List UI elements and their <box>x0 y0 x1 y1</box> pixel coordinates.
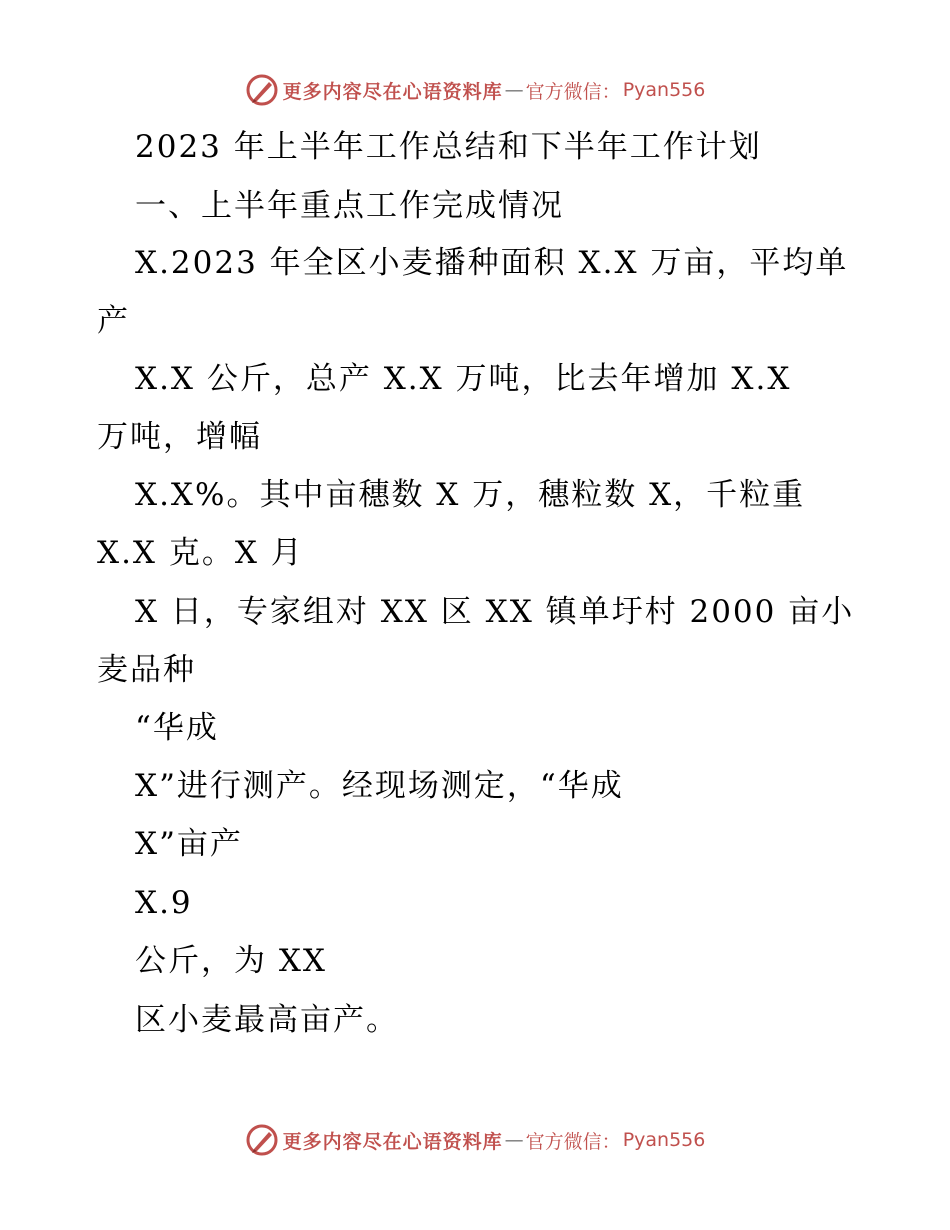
paragraph-line: 公斤，为 XX <box>135 943 327 979</box>
watermark-id-text: Pyan556 <box>622 1129 706 1151</box>
watermark-brand-text: 官方微信： <box>525 80 621 103</box>
watermark-brand-text: 官方微信： <box>525 1130 621 1153</box>
watermark-main-text: 更多内容尽在心语资料库 <box>282 80 503 103</box>
paragraph-line: X.X 克。X 月 <box>97 535 304 571</box>
watermark-footer <box>0 1120 950 1160</box>
watermark-separator: — <box>504 1129 524 1151</box>
quill-pen-logo-icon <box>245 73 279 107</box>
quill-pen-logo-icon <box>245 1123 279 1157</box>
paragraph-line: X”亩产 <box>135 826 243 862</box>
section-heading: 一、上半年重点工作完成情况 <box>135 188 564 224</box>
paragraph-line: X.2023 年全区小麦播种面积 X.X 万亩，平均单 <box>135 245 849 281</box>
paragraph-line: X 日，专家组对 XX 区 XX 镇单圩村 2000 亩小 <box>135 594 855 630</box>
paragraph-line: X.X 公斤，总产 X.X 万吨，比去年增加 X.X <box>135 361 792 397</box>
paragraph-line: X”进行测产。经现场测定，“华成 <box>135 768 624 804</box>
document-title: 2023 年上半年工作总结和下半年工作计划 <box>135 129 762 165</box>
paragraph-line: 麦品种 <box>97 652 196 688</box>
watermark-main-text: 更多内容尽在心语资料库 <box>282 1130 503 1153</box>
paragraph-line: X.X%。其中亩穗数 X 万，穗粒数 X，千粒重 <box>135 477 806 513</box>
paragraph-line: X.9 <box>135 885 193 921</box>
paragraph-line: 区小麦最高亩产。 <box>135 1002 399 1038</box>
watermark-separator: — <box>504 79 524 101</box>
paragraph-line: “华成 <box>135 710 219 746</box>
watermark-id-text: Pyan556 <box>622 79 706 101</box>
watermark-header <box>0 70 950 110</box>
paragraph-line: 产 <box>97 303 130 339</box>
paragraph-line: 万吨，增幅 <box>97 419 262 455</box>
